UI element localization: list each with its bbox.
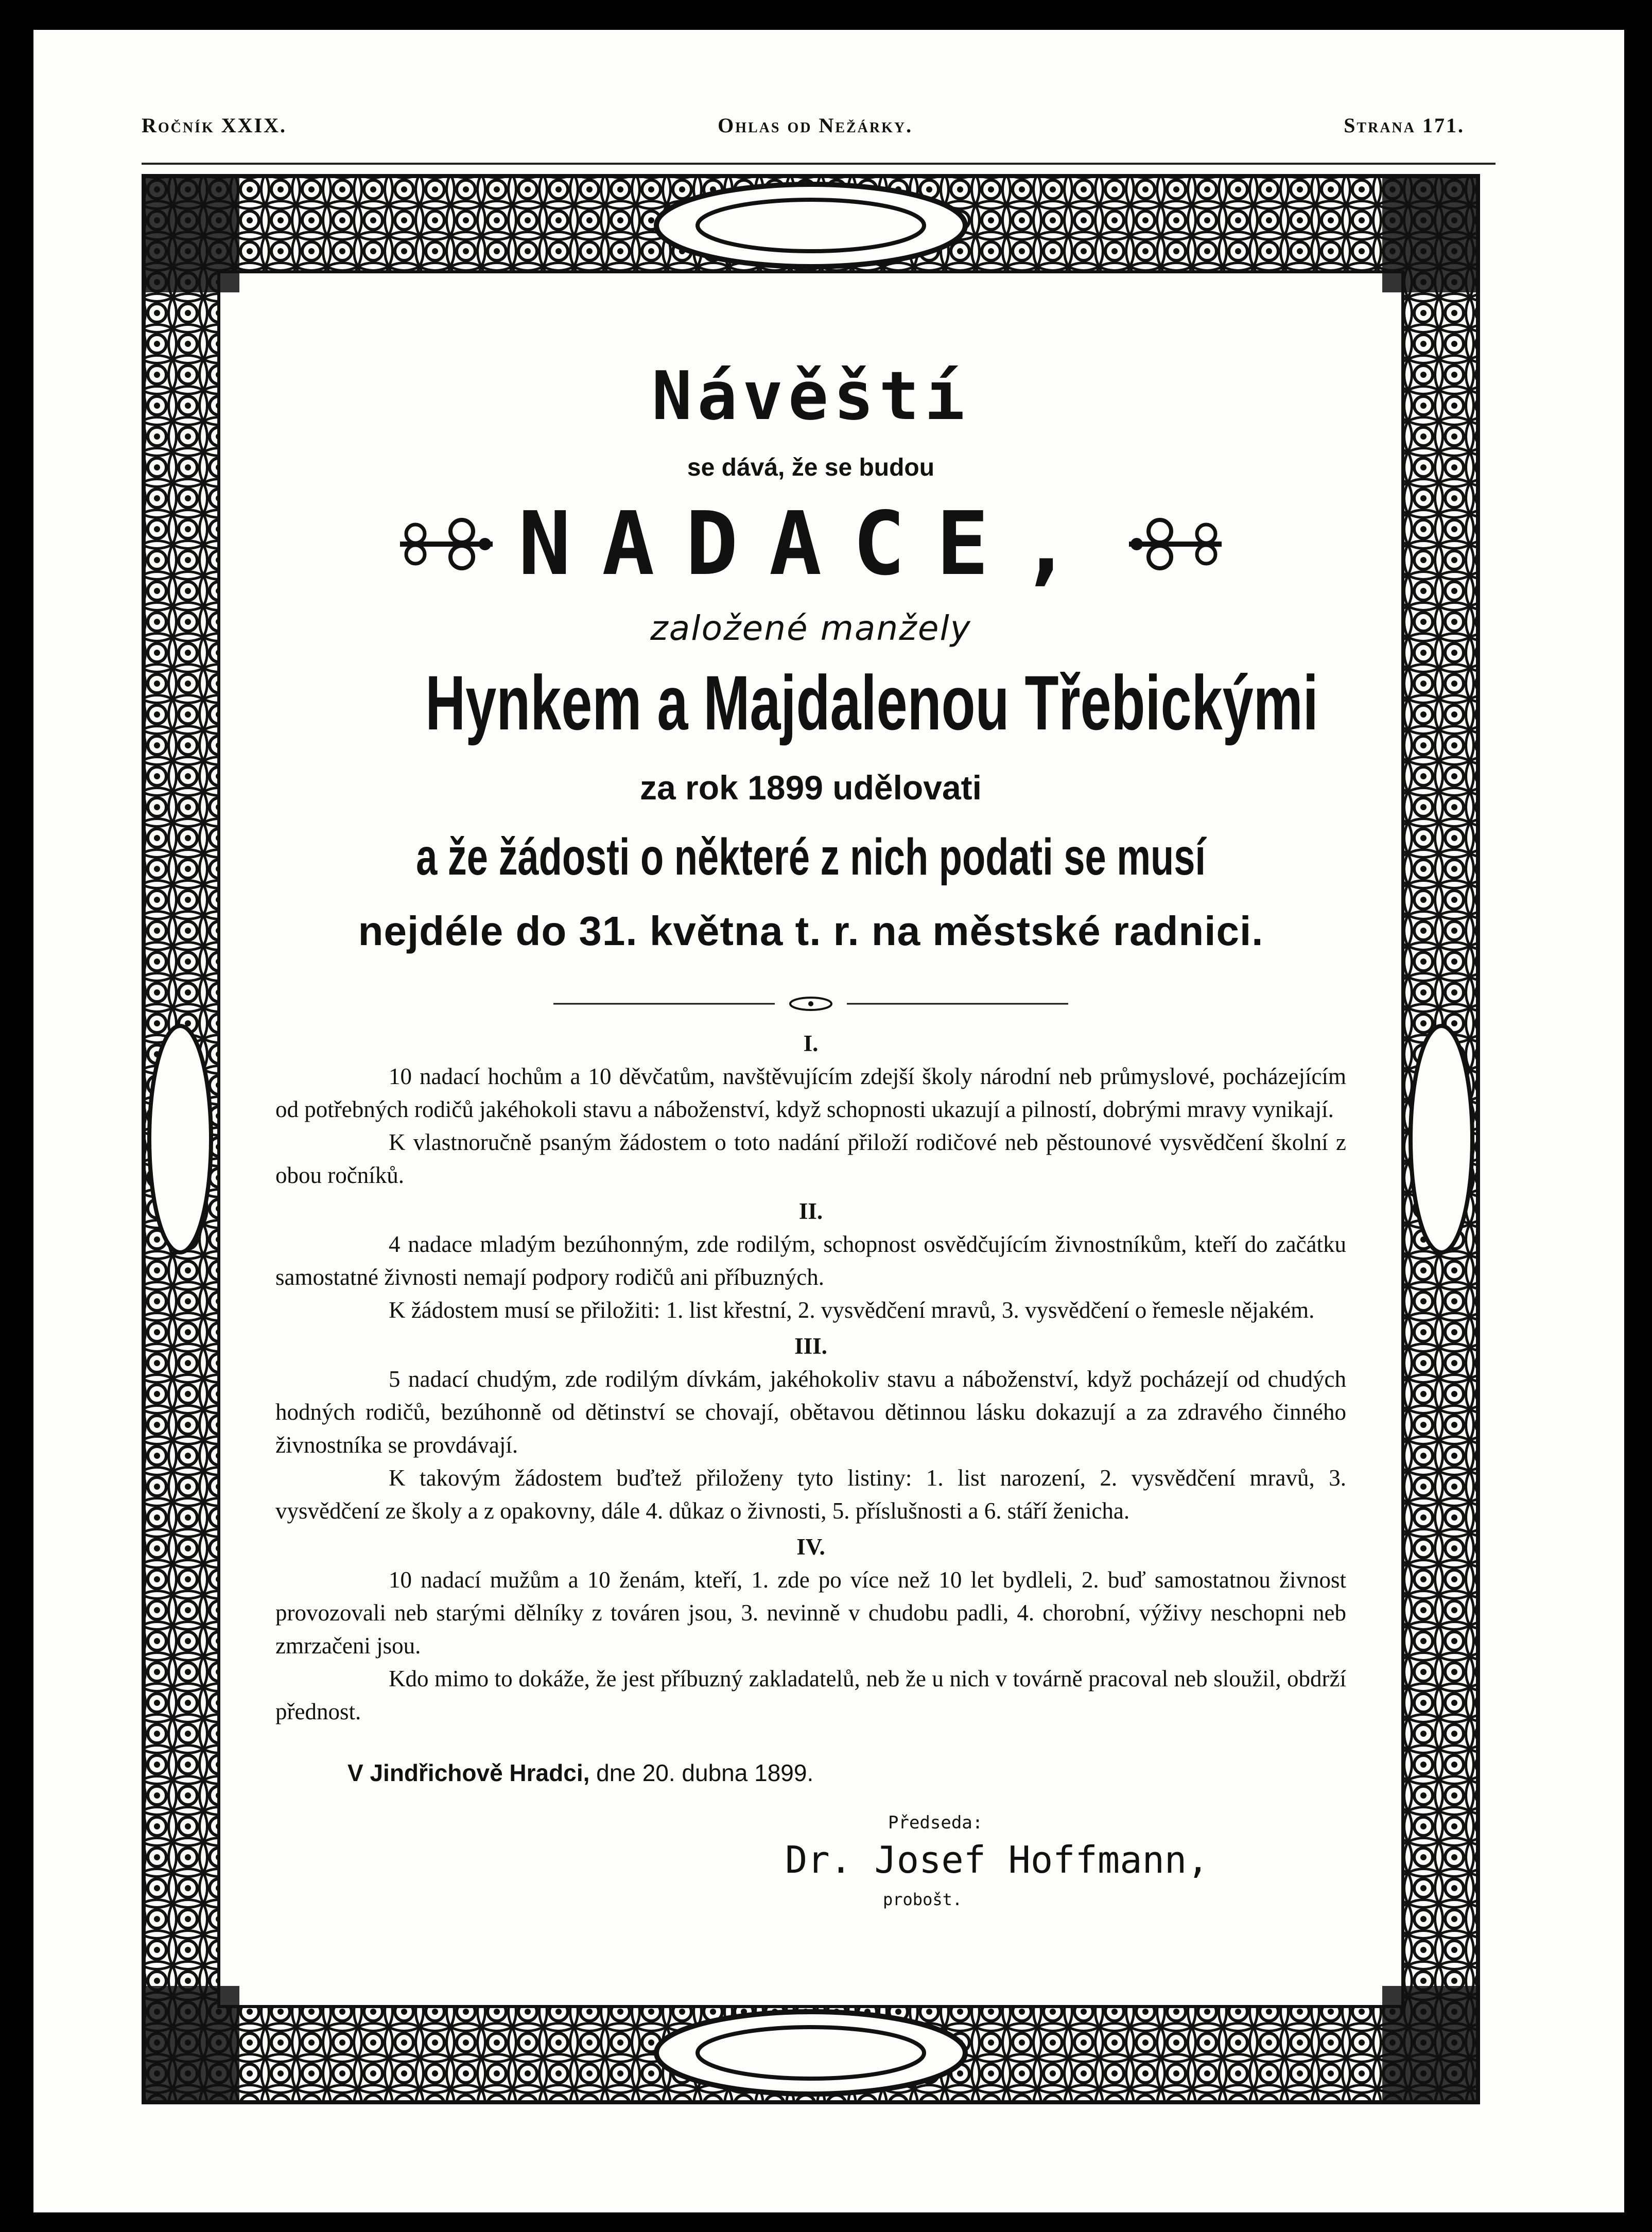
- main-heading-row: [275, 493, 1346, 595]
- section-paragraph: K žádostem musí se přiložiti: 1. list křestní, 2. vysvědčení mravů, 3. vysvědčení o řemesle nějakém.: [389, 1297, 1315, 1323]
- year-line: za rok 1899 udělovati: [640, 768, 982, 807]
- place: V Jindřichově Hradci,: [347, 1759, 590, 1786]
- header-rule: [142, 163, 1496, 165]
- newspaper-title: Ohlas od Nežárky.: [718, 114, 913, 137]
- newspaper-page: [33, 30, 1624, 2212]
- section-paragraph: 5 nadací chudým, zde rodilým dívkám, jakéhokoliv stavu a náboženství, když pocházejí od chudých hodných rodičů, bezúhonně od dětinství se chovají, obětavou dětinnou lásku dokazují a za zdravého činného živnostníka se provdávají.: [275, 1366, 1346, 1458]
- page-number: Strana 171.: [1344, 114, 1465, 137]
- right-flourish-icon: [1124, 516, 1227, 572]
- main-heading: NADACE,: [518, 493, 1104, 595]
- section-paragraph: 10 nadací mužům a 10 ženám, kteří, 1. zde po více než 10 let bydleli, 2. buď samostatnou živnost provozovali neb starými dělníky z továren jsou, 3. nevinně v chudobu padli, 4. chorobní, výživy neschopni neb zmrzačeni jsou.: [275, 1566, 1346, 1659]
- volume-label: Ročník XXIX.: [142, 114, 287, 137]
- apply-line: a že žádosti o některé z nich podati se musí: [416, 828, 1206, 886]
- signature-role: probošt.: [883, 1889, 963, 1909]
- notice-content: [275, 359, 1346, 1946]
- founded-by: založené manžely: [650, 608, 971, 648]
- section-number: III.: [794, 1333, 827, 1359]
- signature-block: [275, 1812, 1346, 1946]
- sections: [275, 1027, 1346, 1728]
- ornamental-frame: [142, 174, 1480, 2104]
- date: dne 20. dubna 1899.: [596, 1759, 814, 1786]
- section-number: II.: [798, 1198, 823, 1224]
- section-number: IV.: [796, 1533, 825, 1560]
- place-date: [275, 1759, 1346, 1787]
- section-paragraph: K vlastnoručně psaným žádostem o toto nadání přiloží rodičové neb pěstounové vysvědčení školní z obou ročníků.: [275, 1129, 1346, 1188]
- page-header: [142, 113, 1465, 137]
- section-paragraph: K takovým žádostem buďtež přiloženy tyto listiny: 1. list narození, 2. vysvědčení mravů, 3. vysvědčení ze školy a z opakovny, dále 4. důkaz o živnosti, 5. příslušnosti a 6. stáří ženicha.: [275, 1464, 1346, 1524]
- divider-ornament-icon: [553, 996, 1068, 1012]
- section-paragraph: 10 nadací hochům a 10 děvčatům, navštěvujícím zdejší školy národní neb průmyslové, pocházejícím od potřebných rodičů jakéhokoli stavu a náboženství, když schopnosti ukazují a pilností, dobrými mravy vynikají.: [275, 1063, 1346, 1122]
- notice-title: Návěští: [652, 357, 970, 435]
- left-flourish-icon: [395, 516, 498, 572]
- notice-intro: se dává, že se budou: [687, 454, 935, 481]
- deadline-line: nejdéle do 31. května t. r. na městské radnici.: [358, 908, 1264, 954]
- signature-name: Dr. Josef Hoffmann,: [785, 1838, 1209, 1881]
- founders-names: Hynkem a Majdalenou Třebickými: [425, 659, 1318, 746]
- section-paragraph: Kdo mimo to dokáže, že jest příbuzný zakladatelů, neb že u nich v továrně pracoval neb sloužil, obdrží přednost.: [275, 1665, 1346, 1724]
- signature-label: Předseda:: [888, 1812, 983, 1833]
- section-paragraph: 4 nadace mladým bezúhonným, zde rodilým, schopnost osvědčujícím živnostníkům, kteří do začátku samostatné živnosti nemají podpory rodičů ani příbuzných.: [275, 1231, 1346, 1290]
- section-number: I.: [803, 1030, 819, 1056]
